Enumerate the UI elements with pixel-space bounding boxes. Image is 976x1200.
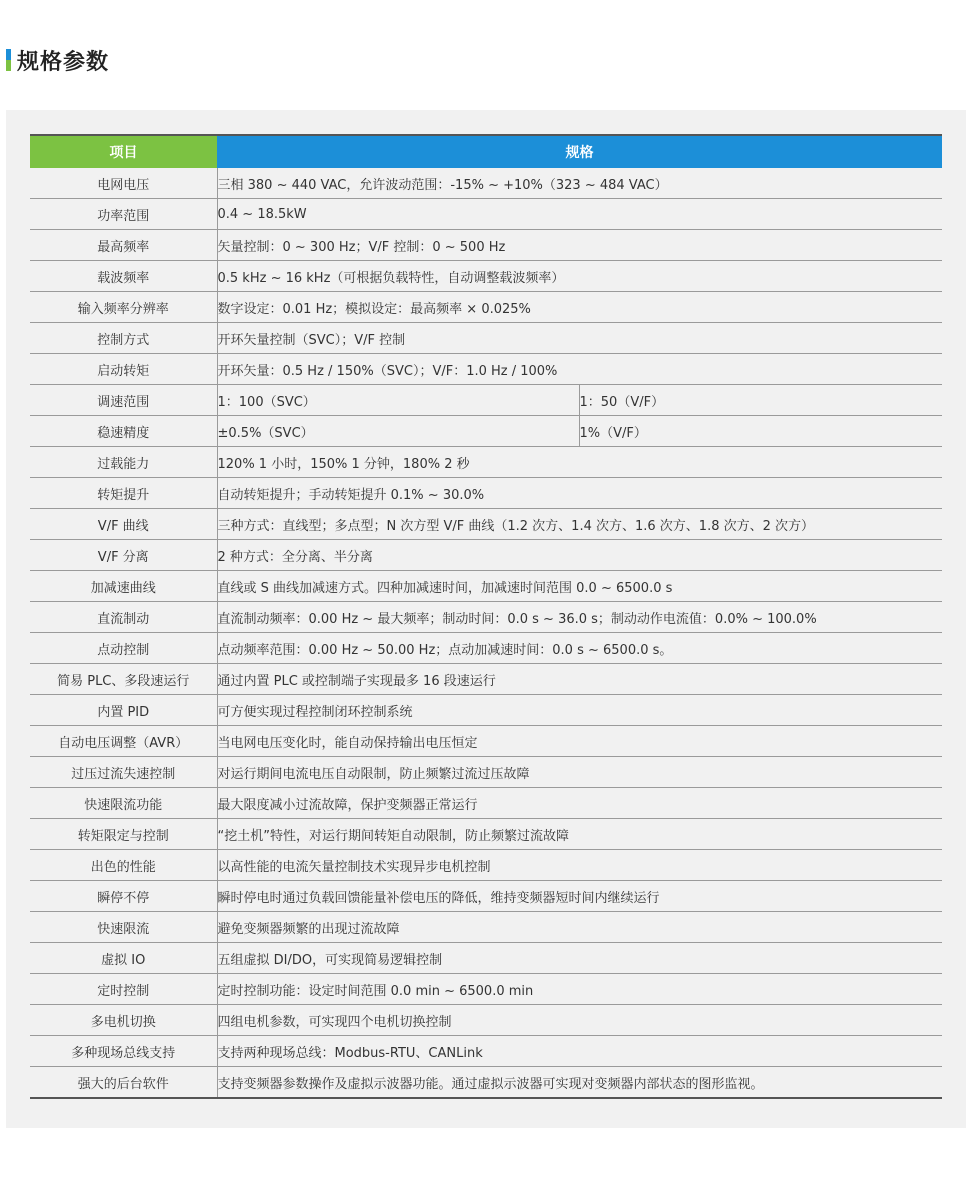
- row-label: 定时控制: [30, 974, 217, 1005]
- spec-panel: [6, 110, 966, 1128]
- table-row: [30, 757, 942, 788]
- table-row: [30, 602, 942, 633]
- row-value: 避免变频器频繁的出现过流故障: [217, 912, 942, 943]
- row-label: 瞬停不停: [30, 881, 217, 912]
- table-row: [30, 230, 942, 261]
- row-label: 功率范围: [30, 199, 217, 230]
- table-header-row: [30, 135, 942, 168]
- row-value: 直线或 S 曲线加减速方式。四种加减速时间，加减速时间范围 0.0 ~ 6500.0 s: [217, 571, 942, 602]
- table-row: [30, 695, 942, 726]
- table-row: [30, 788, 942, 819]
- row-label: 转矩限定与控制: [30, 819, 217, 850]
- section-title: [6, 44, 109, 76]
- row-value: 支持变频器参数操作及虚拟示波器功能。通过虚拟示波器可实现对变频器内部状态的图形监视。: [217, 1067, 942, 1099]
- row-label: 最高频率: [30, 230, 217, 261]
- row-value: 0.4 ~ 18.5kW: [217, 199, 942, 230]
- row-value: 通过内置 PLC 或控制端子实现最多 16 段速运行: [217, 664, 942, 695]
- table-row: [30, 292, 942, 323]
- row-label: 调速范围: [30, 385, 217, 416]
- table-row: [30, 571, 942, 602]
- row-label: 快速限流功能: [30, 788, 217, 819]
- row-value: 直流制动频率：0.00 Hz ~ 最大频率；制动时间：0.0 s ~ 36.0 s；制动动作电流值：0.0% ~ 100.0%: [217, 602, 942, 633]
- table-row: [30, 1067, 942, 1099]
- row-value: 0.5 kHz ~ 16 kHz（可根据负载特性，自动调整载波频率）: [217, 261, 942, 292]
- page-title: 规格参数: [17, 49, 110, 75]
- row-label: 内置 PID: [30, 695, 217, 726]
- row-label: 载波频率: [30, 261, 217, 292]
- row-label: V/F 曲线: [30, 509, 217, 540]
- row-label: 过压过流失速控制: [30, 757, 217, 788]
- row-label: 多电机切换: [30, 1005, 217, 1036]
- row-label: V/F 分离: [30, 540, 217, 571]
- row-value: 数字设定：0.01 Hz；模拟设定：最高频率 × 0.025%: [217, 292, 942, 323]
- row-value: 1：100（SVC）: [217, 385, 579, 416]
- row-label: 过载能力: [30, 447, 217, 478]
- table-row: [30, 912, 942, 943]
- row-value-secondary: 1%（V/F）: [579, 416, 942, 447]
- header-item: 项目: [30, 135, 217, 168]
- table-row: [30, 881, 942, 912]
- table-row: [30, 478, 942, 509]
- row-label: 虚拟 IO: [30, 943, 217, 974]
- table-row: [30, 1005, 942, 1036]
- table-row: [30, 354, 942, 385]
- row-label: 强大的后台软件: [30, 1067, 217, 1099]
- table-row: [30, 168, 942, 199]
- row-value: 四组电机参数，可实现四个电机切换控制: [217, 1005, 942, 1036]
- row-value: 开环矢量控制（SVC）；V/F 控制: [217, 323, 942, 354]
- row-label: 简易 PLC、多段速运行: [30, 664, 217, 695]
- spec-table: [30, 134, 942, 1099]
- row-value: 自动转矩提升；手动转矩提升 0.1% ~ 30.0%: [217, 478, 942, 509]
- row-label: 点动控制: [30, 633, 217, 664]
- table-row: [30, 323, 942, 354]
- row-value: 120% 1 小时，150% 1 分钟，180% 2 秒: [217, 447, 942, 478]
- row-label: 直流制动: [30, 602, 217, 633]
- table-row: [30, 261, 942, 292]
- row-label: 启动转矩: [30, 354, 217, 385]
- table-row: [30, 385, 942, 416]
- row-value: 2 种方式：全分离、半分离: [217, 540, 942, 571]
- table-row: [30, 819, 942, 850]
- table-row: [30, 447, 942, 478]
- row-label: 控制方式: [30, 323, 217, 354]
- row-value: 三种方式：直线型；多点型；N 次方型 V/F 曲线（1.2 次方、1.4 次方、1.6 次方、1.8 次方、2 次方）: [217, 509, 942, 540]
- row-value: 以高性能的电流矢量控制技术实现异步电机控制: [217, 850, 942, 881]
- row-value: 可方便实现过程控制闭环控制系统: [217, 695, 942, 726]
- table-row: [30, 726, 942, 757]
- row-value: “挖土机”特性，对运行期间转矩自动限制，防止频繁过流故障: [217, 819, 942, 850]
- row-value: 矢量控制：0 ~ 300 Hz；V/F 控制：0 ~ 500 Hz: [217, 230, 942, 261]
- row-value: 定时控制功能：设定时间范围 0.0 min ~ 6500.0 min: [217, 974, 942, 1005]
- table-row: [30, 974, 942, 1005]
- row-value-secondary: 1：50（V/F）: [579, 385, 942, 416]
- table-row: [30, 540, 942, 571]
- row-label: 自动电压调整（AVR）: [30, 726, 217, 757]
- row-label: 出色的性能: [30, 850, 217, 881]
- row-label: 多种现场总线支持: [30, 1036, 217, 1067]
- row-label: 输入频率分辨率: [30, 292, 217, 323]
- table-row: [30, 1036, 942, 1067]
- row-value: 最大限度减小过流故障，保护变频器正常运行: [217, 788, 942, 819]
- row-label: 转矩提升: [30, 478, 217, 509]
- header-spec: 规格: [217, 135, 942, 168]
- row-label: 快速限流: [30, 912, 217, 943]
- row-label: 加减速曲线: [30, 571, 217, 602]
- table-row: [30, 943, 942, 974]
- table-row: [30, 664, 942, 695]
- table-row: [30, 416, 942, 447]
- row-value: 三相 380 ~ 440 VAC，允许波动范围：-15% ~ +10%（323 ~ 484 VAC）: [217, 168, 942, 199]
- table-row: [30, 199, 942, 230]
- row-value: 瞬时停电时通过负载回馈能量补偿电压的降低，维持变频器短时间内继续运行: [217, 881, 942, 912]
- row-label: 电网电压: [30, 168, 217, 199]
- table-row: [30, 850, 942, 881]
- table-row: [30, 633, 942, 664]
- row-value: 支持两种现场总线：Modbus-RTU、CANLink: [217, 1036, 942, 1067]
- row-value: 对运行期间电流电压自动限制，防止频繁过流过压故障: [217, 757, 942, 788]
- row-value: 当电网电压变化时，能自动保持输出电压恒定: [217, 726, 942, 757]
- table-body: [30, 168, 942, 1098]
- row-value: 开环矢量：0.5 Hz / 150%（SVC）；V/F：1.0 Hz / 100%: [217, 354, 942, 385]
- row-value: 五组虚拟 DI/DO，可实现简易逻辑控制: [217, 943, 942, 974]
- row-value: ±0.5%（SVC）: [217, 416, 579, 447]
- row-label: 稳速精度: [30, 416, 217, 447]
- table-row: [30, 509, 942, 540]
- title-accent-bar: [6, 49, 11, 71]
- row-value: 点动频率范围：0.00 Hz ~ 50.00 Hz；点动加减速时间：0.0 s ~ 6500.0 s。: [217, 633, 942, 664]
